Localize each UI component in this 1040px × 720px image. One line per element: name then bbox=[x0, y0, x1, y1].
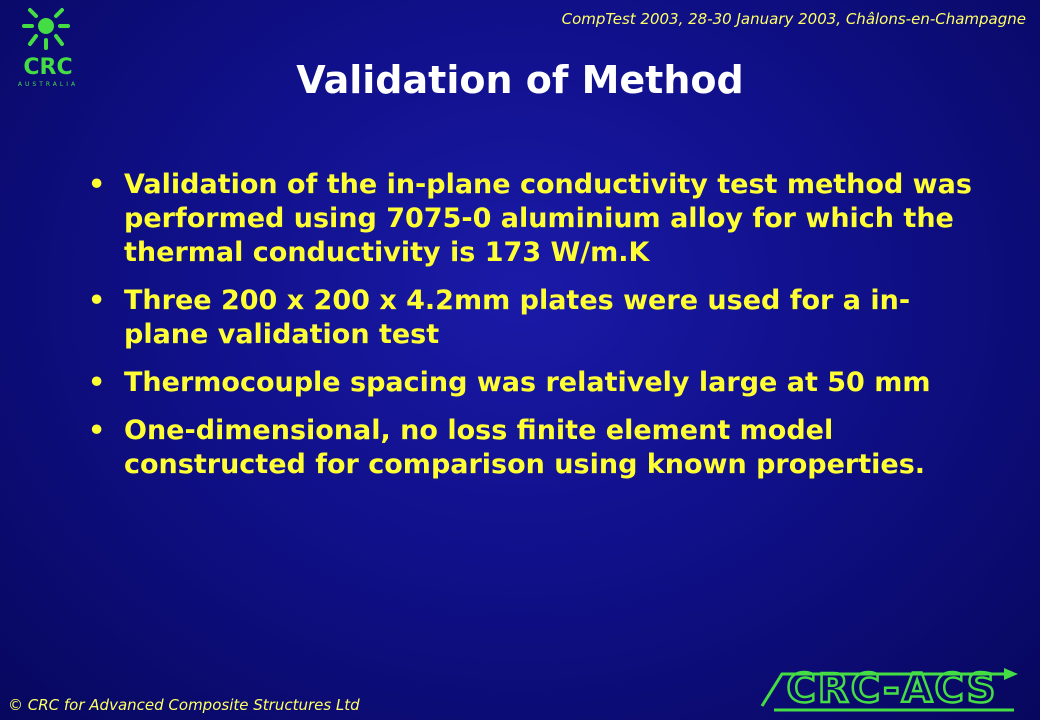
crc-logo-letters: CRC bbox=[23, 55, 73, 80]
crc-logo-subtext: AUSTRALIA bbox=[17, 81, 79, 88]
slide-title: Validation of Method bbox=[296, 58, 744, 102]
bullet-item bbox=[86, 168, 986, 270]
bullet-dot-icon: • bbox=[88, 285, 106, 316]
copyright-footer: © CRC for Advanced Composite Structures Ltd bbox=[8, 696, 360, 714]
bullet-item bbox=[86, 284, 986, 352]
bullet-text: Thermocouple spacing was relatively large at 50 mm bbox=[124, 367, 931, 398]
bullet-list bbox=[86, 168, 986, 496]
bullet-text: Validation of the in-plane conductivity test method was performed using 7075-0 aluminium alloy for which the thermal conductivity is 173 W/m.K bbox=[124, 169, 972, 268]
crc-acs-logo-text: CRC-ACS bbox=[786, 666, 998, 712]
bullet-dot-icon: • bbox=[88, 415, 106, 446]
bullet-text: Three 200 x 200 x 4.2mm plates were used for a in-plane validation test bbox=[124, 285, 911, 350]
bullet-dot-icon: • bbox=[88, 367, 106, 398]
conference-header: CompTest 2003, 28-30 January 2003, Châlons-en-Champagne bbox=[561, 10, 1026, 28]
bullet-text: One-dimensional, no loss finite element model constructed for comparison using known properties. bbox=[124, 415, 926, 480]
crc-acs-logo bbox=[752, 660, 1032, 718]
bullet-item bbox=[86, 366, 986, 400]
bullet-dot-icon: • bbox=[88, 169, 106, 200]
bullet-item bbox=[86, 414, 986, 482]
